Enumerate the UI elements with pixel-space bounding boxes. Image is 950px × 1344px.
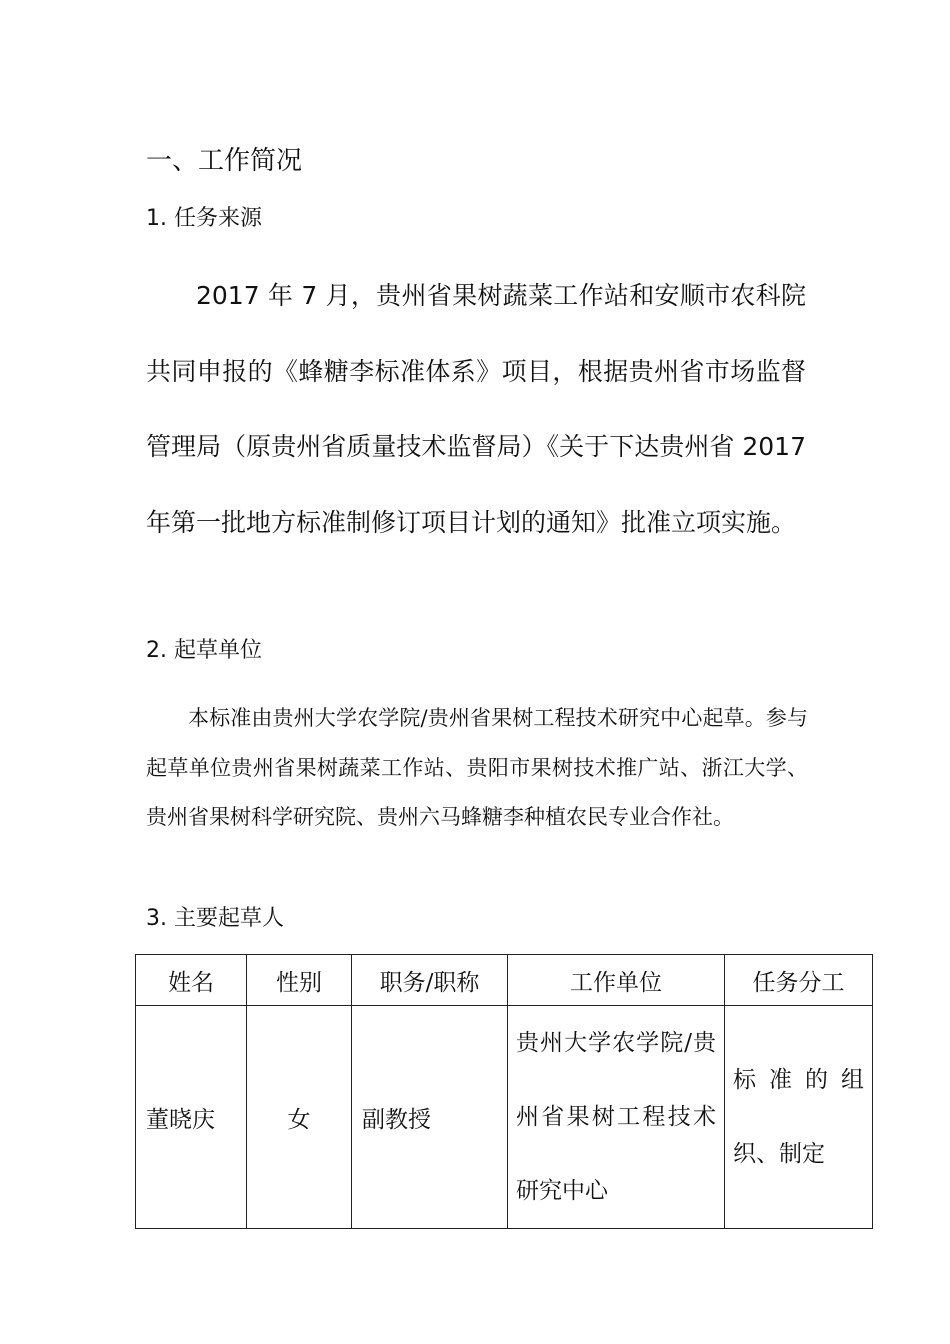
drafters-table <box>135 954 873 1229</box>
heading-main-drafters: 3. 主要起草人 <box>146 906 284 931</box>
section-title: 一、工作简况 <box>146 146 303 176</box>
cell-title: 副教授 <box>352 1006 508 1229</box>
header-title: 职务/职称 <box>352 955 508 1006</box>
cell-sex: 女 <box>247 1006 352 1229</box>
header-task: 任务分工 <box>725 955 873 1006</box>
table-header-row <box>136 955 873 1006</box>
cell-unit: 贵州大学农学院/贵州省果树工程技术研究中心 <box>508 1006 725 1229</box>
paragraph-task-source: 2017 年 7 月，贵州省果树蔬菜工作站和安顺市农科院共同申报的《蜂糖李标准体系》项目，根据贵州省市场监督管理局（原贵州省质量技术监督局）《关于下达贵州省 2017 年第一批地方标准制修订项目计划的通知》批准立项实施。 <box>146 281 806 537</box>
header-name: 姓名 <box>136 955 247 1006</box>
paragraph-drafting-unit: 本标准由贵州大学农学院/贵州省果树工程技术研究中心起草。参与起草单位贵州省果树蔬菜工作站、贵阳市果树技术推广站、浙江大学、贵州省果树科学研究院、贵州六马蜂糖李种植农民专业合作社。 <box>146 706 808 829</box>
cell-task: 标准的组织、制定 <box>725 1006 873 1229</box>
table-row <box>136 1006 873 1229</box>
heading-drafting-unit: 2. 起草单位 <box>146 638 262 663</box>
header-unit: 工作单位 <box>508 955 725 1006</box>
cell-name: 董晓庆 <box>136 1006 247 1229</box>
heading-task-source: 1. 任务来源 <box>146 206 262 231</box>
header-sex: 性别 <box>247 955 352 1006</box>
